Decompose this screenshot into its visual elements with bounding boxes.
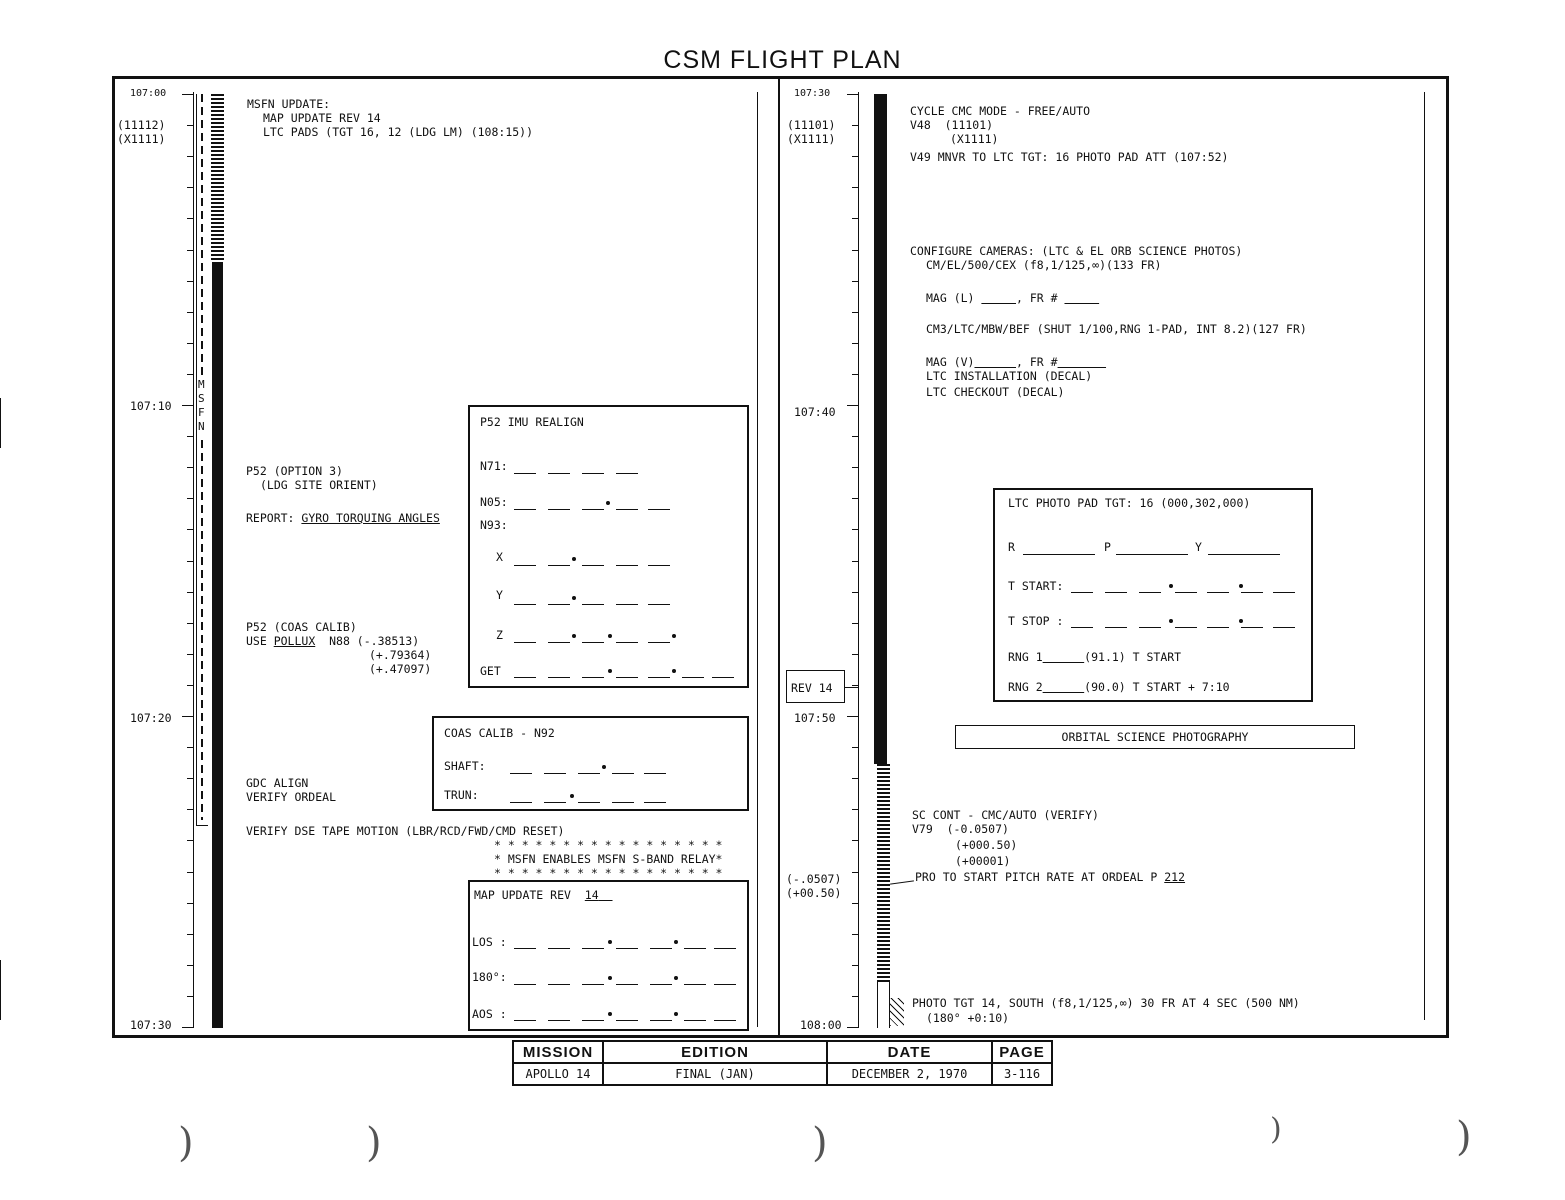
verify-ordeal-text: VERIFY ORDEAL [246,790,337,804]
mag-v-text: MAG (V) , FR # [926,355,1058,369]
photo-hatch [890,998,904,1026]
decimal-dot [1239,584,1243,588]
entry-blank[interactable] [612,773,634,774]
entry-blank[interactable] [514,948,536,949]
msfn-letter-m: M [198,378,205,391]
hole-punch-mark-5: ) [1456,1114,1472,1160]
page-title: CSM FLIGHT PLAN [663,46,902,74]
y-label: Y [496,588,503,602]
entry-blank[interactable] [510,802,532,803]
time-label-108-00: 108:00 [800,1018,842,1032]
entry-blank[interactable] [714,948,736,949]
entry-blank[interactable] [1139,627,1161,628]
msfn-bracket-left [196,94,197,826]
entry-blank[interactable] [648,565,670,566]
cycle-cmc-text: CYCLE CMC MODE - FREE/AUTO [910,104,1091,118]
right-timeline-axis [858,92,859,1027]
column-divider [778,79,780,1035]
get-label: GET [480,664,501,678]
left-content-edge [757,92,758,1027]
entry-blank[interactable] [582,948,604,949]
gdc-align-text: GDC ALIGN [246,776,309,790]
photo-pad-title: LTC PHOTO PAD TGT: 16 (000,302,000) [1008,496,1251,510]
entry-blank[interactable] [578,773,600,774]
time-label-107-50: 107:50 [794,711,836,725]
v49-text: V49 MNVR TO LTC TGT: 16 PHOTO PAD ATT (107:52) [910,150,1229,164]
z-label: Z [496,628,503,642]
entry-blank[interactable] [1023,554,1095,555]
entry-blank[interactable] [644,773,666,774]
coas-box-title: COAS CALIB - N92 [444,726,555,740]
los-label: LOS : [472,935,507,949]
rng1-text: RNG 1 (91.1) T START [1008,650,1182,664]
entry-blank[interactable] [616,509,638,510]
entry-blank[interactable] [644,802,666,803]
entry-blank[interactable] [548,509,570,510]
entry-blank[interactable] [616,677,638,678]
y-label-pad: Y [1195,540,1202,554]
ltc-photo-pad-box [993,488,1313,702]
n88-value-2: (+.79364) [369,648,432,662]
p52-imu-realign-box [468,405,749,688]
entry-blank[interactable] [582,642,604,643]
decimal-dot [1239,619,1243,623]
entry-blank[interactable] [648,509,670,510]
entry-blank[interactable] [616,565,638,566]
rev-14-marker [786,670,845,703]
entry-blank[interactable] [514,1020,536,1021]
entry-blank[interactable] [684,948,706,949]
right-side-code-1: (11101) [787,118,836,132]
sc-cont-text: SC CONT - CMC/AUTO (VERIFY) [912,808,1099,822]
entry-blank[interactable] [714,1020,736,1021]
hole-punch-mark-3: ) [812,1120,828,1166]
verify-dse-text: VERIFY DSE TAPE MOTION (LBR/RCD/FWD/CMD RESET) [246,824,565,838]
right-activity-striped [877,764,890,982]
photo-bracket-left [877,982,878,1028]
msfn-letter-n: N [198,420,205,433]
footer-header-date: DATE [827,1041,992,1063]
rev-14-connector [845,687,858,688]
right-activity-bar [874,94,887,764]
photo-tgt-text: PHOTO TGT 14, SOUTH (f8,1/125,∞) 30 FR AT 4 SEC (500 NM) [912,996,1300,1010]
entry-blank[interactable] [510,773,532,774]
footer-header-page: PAGE [992,1041,1052,1063]
p52-option-text: P52 (OPTION 3) [246,464,343,478]
footer-header-edition: EDITION [603,1041,827,1063]
msfn-bracket-bottom [196,825,208,826]
entry-blank[interactable] [684,984,706,985]
entry-blank[interactable] [1273,627,1295,628]
hole-punch-mark-4: ) [1270,1112,1282,1147]
entry-blank[interactable] [548,565,570,566]
right-bottom-code-1: (-.0507) [786,872,842,886]
entry-blank[interactable] [514,677,536,678]
entry-blank[interactable] [582,473,604,474]
entry-blank[interactable] [514,473,536,474]
entry-blank[interactable] [616,473,638,474]
report-text: REPORT: GYRO TORQUING ANGLES [246,511,440,525]
decimal-dot [672,634,676,638]
msfn-dash-upper [201,94,203,379]
map-update-box [468,880,749,1031]
decimal-dot [1169,619,1173,623]
mag-l-text: MAG (L) , FR # [926,291,1065,305]
decimal-dot [674,940,678,944]
decimal-dot [608,634,612,638]
ltc-pads-text: LTC PADS (TGT 16, 12 (LDG LM) (108:15)) [263,125,534,139]
entry-blank[interactable] [514,984,536,985]
aos-label: AOS : [472,1007,507,1021]
entry-blank[interactable] [616,948,638,949]
entry-blank[interactable] [582,509,604,510]
msfn-update-text: MSFN UPDATE: [247,97,331,111]
entry-blank[interactable] [682,677,704,678]
entry-blank[interactable] [514,604,536,605]
right-bottom-code-2: (+00.50) [786,886,842,900]
decimal-dot [608,940,612,944]
orbital-science-text: ORBITAL SCIENCE PHOTOGRAPHY [1061,730,1249,744]
entry-blank[interactable] [1071,592,1093,593]
decimal-dot [572,557,576,561]
side-code-1: (11112) [117,118,166,132]
entry-blank[interactable] [648,642,670,643]
p-label: P [1104,540,1111,554]
stars-row-2: * * * * * * * * * * * * * * * * * [494,866,723,880]
cm3-text: CM3/LTC/MBW/BEF (SHUT 1/100,RNG 1-PAD, INT 8.2)(127 FR) [926,322,1307,336]
right-content-edge [1424,92,1425,1020]
entry-blank[interactable] [684,1020,706,1021]
entry-blank[interactable] [1105,592,1127,593]
imu-box-title: P52 IMU REALIGN [480,415,584,429]
rev-14-text: REV 14 [791,681,833,695]
entry-blank[interactable] [1175,592,1197,593]
v48-code-text: (X1111) [950,132,999,146]
decimal-dot [672,669,676,673]
hole-punch-mark-2: ) [366,1120,382,1166]
entry-blank[interactable] [514,565,536,566]
decimal-dot [570,794,574,798]
entry-blank[interactable] [648,677,670,678]
left-activity-bar [212,262,223,1028]
n93-label: N93: [480,518,508,532]
entry-blank[interactable] [1116,554,1188,555]
ldg-site-text: (LDG SITE ORIENT) [260,478,378,492]
entry-blank[interactable] [578,802,600,803]
v48-text: V48 (11101) [910,118,994,132]
decimal-dot [608,976,612,980]
footer-edition: FINAL (JAN) [603,1063,827,1085]
footer-page: 3-116 [992,1063,1052,1085]
entry-blank[interactable] [1105,627,1127,628]
entry-blank[interactable] [612,802,634,803]
entry-blank[interactable] [582,604,604,605]
entry-blank[interactable] [544,802,566,803]
entry-blank[interactable] [1273,592,1295,593]
photo-tgt-timing: (180° +0:10) [926,1011,1010,1025]
decimal-dot [606,501,610,505]
tstop-label: T STOP : [1008,614,1064,628]
entry-blank[interactable] [514,509,536,510]
entry-blank[interactable] [582,984,604,985]
scan-edge-mark-1 [0,398,1,448]
v79-value-2: (+000.50) [955,838,1018,852]
p52-coas-text: P52 (COAS CALIB) [246,620,357,634]
entry-blank[interactable] [548,473,570,474]
tstart-label: T START: [1008,579,1064,593]
configure-cameras-text: CONFIGURE CAMERAS: (LTC & EL ORB SCIENCE PHOTOS) [910,244,1243,258]
timeline-tick [847,1027,859,1028]
entry-blank[interactable] [548,677,570,678]
label-180: 180°: [472,970,507,984]
entry-blank[interactable] [548,1020,570,1021]
entry-blank[interactable] [582,565,604,566]
trun-label: TRUN: [444,788,479,802]
msfn-letter-f: F [198,406,205,419]
n88-value-3: (+.47097) [369,662,432,676]
entry-blank[interactable] [616,984,638,985]
entry-blank[interactable] [650,1020,672,1021]
decimal-dot [674,1012,678,1016]
right-side-code-2: (X1111) [787,132,836,146]
v79-value-3: (+00001) [955,854,1011,868]
footer-header-mission: MISSION [513,1041,603,1063]
time-label-107-30-right: 107:30 [794,88,831,99]
msfn-letter-s: S [198,392,205,405]
entry-blank[interactable] [548,604,570,605]
scan-edge-mark-2 [0,960,1,1020]
map-update-text: MAP UPDATE REV 14 [263,111,381,125]
time-label-107-10: 107:10 [130,399,172,413]
footer-table [512,1040,1053,1086]
decimal-dot [572,634,576,638]
decimal-dot [1169,584,1173,588]
entry-blank[interactable] [544,773,566,774]
msfn-enables-text: * MSFN ENABLES MSFN S-BAND RELAY* [494,852,723,866]
entry-blank[interactable] [1071,627,1093,628]
rng2-text: RNG 2 (90.0) T START + 7:10 [1008,680,1230,694]
pro-start-text: PRO TO START PITCH RATE AT ORDEAL P 212 [915,870,1186,884]
entry-blank[interactable] [548,948,570,949]
stars-row-1: * * * * * * * * * * * * * * * * * [494,838,723,852]
entry-blank[interactable] [714,984,736,985]
time-label-107-30: 107:30 [130,1018,172,1032]
ltc-installation-text: LTC INSTALLATION (DECAL) [926,369,1093,383]
time-label-107-00: 107:00 [130,88,167,99]
x-label: X [496,550,503,564]
entry-blank[interactable] [548,642,570,643]
side-code-2: (X1111) [117,132,166,146]
map-box-title: MAP UPDATE REV 14 [474,888,599,902]
use-pollux-text: USE POLLUX N88 (-.38513) [246,634,420,648]
time-label-107-20: 107:20 [130,711,172,725]
entry-blank[interactable] [1241,627,1263,628]
left-timeline-axis [193,92,194,1027]
entry-blank[interactable] [514,642,536,643]
entry-blank[interactable] [648,604,670,605]
decimal-dot [602,765,606,769]
coas-calib-box [432,716,749,811]
shaft-label: SHAFT: [444,759,486,773]
v79-text: V79 (-0.0507) [912,822,1009,836]
entry-blank[interactable] [616,1020,638,1021]
decimal-dot [608,1012,612,1016]
entry-blank[interactable] [650,948,672,949]
entry-blank[interactable] [1175,627,1197,628]
decimal-dot [674,976,678,980]
orbital-science-box [955,725,1355,749]
left-activity-striped [211,94,224,262]
r-label: R [1008,540,1015,554]
n05-label: N05: [480,495,508,509]
entry-blank[interactable] [1207,592,1229,593]
entry-blank[interactable] [1208,554,1280,555]
footer-mission: APOLLO 14 [513,1063,603,1085]
entry-blank[interactable] [582,677,604,678]
entry-blank[interactable] [712,677,734,678]
cm-el-text: CM/EL/500/CEX (f8,1/125,∞)(133 FR) [926,258,1162,272]
entry-blank[interactable] [1139,592,1161,593]
entry-blank[interactable] [548,984,570,985]
decimal-dot [572,596,576,600]
hole-punch-mark-1: ) [178,1120,194,1166]
entry-blank[interactable] [616,604,638,605]
n71-label: N71: [480,459,508,473]
timeline-tick [182,1027,194,1028]
decimal-dot [608,669,612,673]
entry-blank[interactable] [616,642,638,643]
entry-blank[interactable] [582,1020,604,1021]
time-label-107-40: 107:40 [794,405,836,419]
entry-blank[interactable] [1241,592,1263,593]
ltc-checkout-text: LTC CHECKOUT (DECAL) [926,385,1065,399]
footer-date: DECEMBER 2, 1970 [827,1063,992,1085]
entry-blank[interactable] [1207,627,1229,628]
entry-blank[interactable] [650,984,672,985]
msfn-dash-lower [201,440,203,820]
